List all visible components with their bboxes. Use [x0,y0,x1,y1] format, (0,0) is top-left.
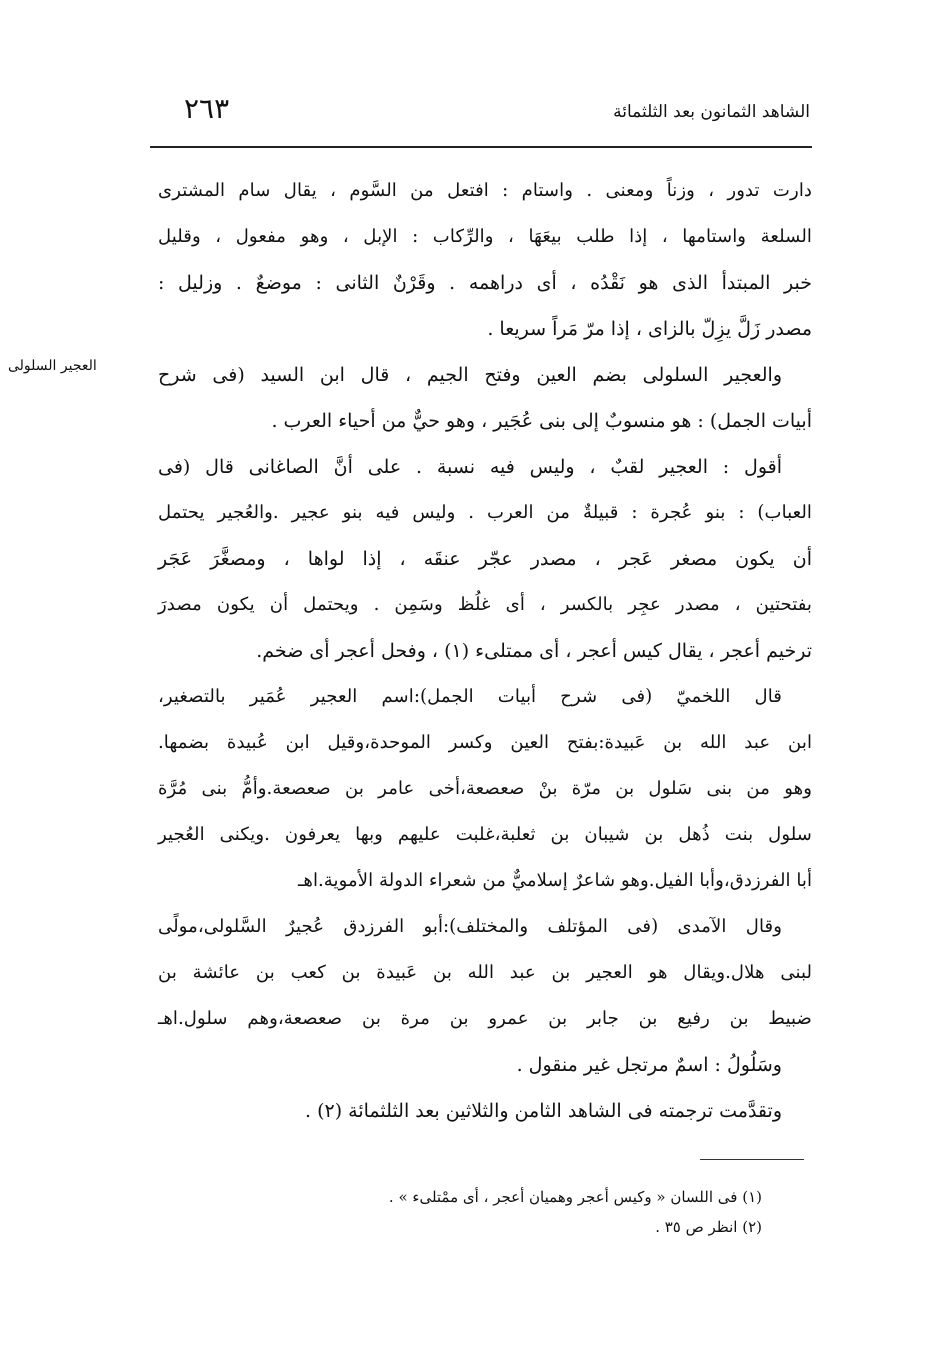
body-text [158,168,812,1134]
text-line: أقول : العجير لقبٌ ، وليس فيه نسبة . على أنَّ الصاغانى قال (فى [158,456,782,478]
text-line: وقال الآمدى (فى المؤتلف والمختلف):أبو الفرزدق عُجيرٌ السَّلولى،مولًى [158,916,782,937]
text-line: قال اللخميّ (فى شرح أبيات الجمل):اسم العجير عُمَير بالتصغير، [158,686,782,707]
running-head [150,92,810,132]
text-line: وهو من بنى سَلول بن مرّة بنْ صعصعة،أخى عامر بن صعصعة.وأمُّ بنى مُرَّة [158,778,812,799]
text-line: السلعة واستامها ، إذا طلب بيعَهَا ، والرِّكاب : الإبل ، وهو مفعول ، وقليل [158,226,812,247]
text-line: أبيات الجمل) : هو منسوبٌ إلى بنى عُجَير ، وهو حيٌّ من أحياء العرب . [271,410,812,432]
text-line: أبا الفرزدق،وأبا الفيل.وهو شاعرٌ إسلاميٌّ من شعراء الدولة الأموية.اهـ [298,870,812,891]
text-line: سلول بنت ذُهل بن شيبان بن ثعلبة،غلبت عليهم وبها يعرفون .ويكنى العُجير [158,824,812,845]
margin-note: العجير السلولى [8,358,97,374]
text-line: العباب) : بنو عُجرة : قبيلةٌ من العرب . وليس فيه بنو عجير .والعُجير يحتمل [158,502,812,523]
text-line: أن يكون مصغر عَجر ، مصدر عجّر عنقَه ، إذا لواها ، ومصغَّرَ عَجَر [158,548,812,570]
footnote-2: (٢) انظر ص ٣٥ . [655,1218,762,1236]
text-line: وتقدَّمت ترجمته فى الشاهد الثامن والثلاثين بعد الثلثمائة (٢) . [305,1100,782,1122]
footnote-1: (١) فى اللسان « وكيس أعجر وهميان أعجر ، أى ممْتلىء » . [388,1188,762,1206]
text-line: ضبيط بن رفيع بن جابر بن عمرو بن مرة بن صعصعة،وهم سلول.اهـ [158,1008,812,1029]
text-line: وسَلُولُ : اسمٌ مرتجل غير منقول . [516,1054,782,1076]
footnote-rule [700,1159,804,1160]
footnotes [300,1182,762,1242]
header-rule [150,146,812,148]
text-line: بفتحتين ، مصدر عجِر بالكسر ، أى غلُظ وسَمِن . ويحتمل أن يكون مصدرَ [158,594,812,615]
text-line: ترخيم أعجر ، يقال كيس أعجر ، أى ممتلىء (١) ، وفحل أعجر أى ضخم. [256,640,812,662]
text-line: مصدر زَلَّ يزِلّ بالزاى ، إذا مرّ مَراً سريعا . [487,318,812,340]
text-line: ابن عبد الله بن عَبيدة:بفتح العين وكسر الموحدة،وقيل ابن عُبيدة بضمها. [158,732,812,753]
text-line: دارت تدور ، وزناً ومعنى . واستام : افتعل من السَّوم ، يقال سام المشترى [158,180,812,201]
page-number: ٢٦٣ [184,92,230,125]
running-title: الشاهد الثمانون بعد الثلثمائة [613,102,810,122]
text-line: لبنى هلال.ويقال هو العجير بن عبد الله بن عَبيدة بن كعب بن عائشة بن [158,962,812,983]
text-line: والعجير السلولى بضم العين وفتح الجيم ، قال ابن السيد (فى شرح [158,364,782,386]
text-line: خبر المبتدأ الذى هو نَقْدُه ، أى دراهمه . وقَرْنٌ الثانى : موضعٌ . وزليل : [158,272,812,294]
